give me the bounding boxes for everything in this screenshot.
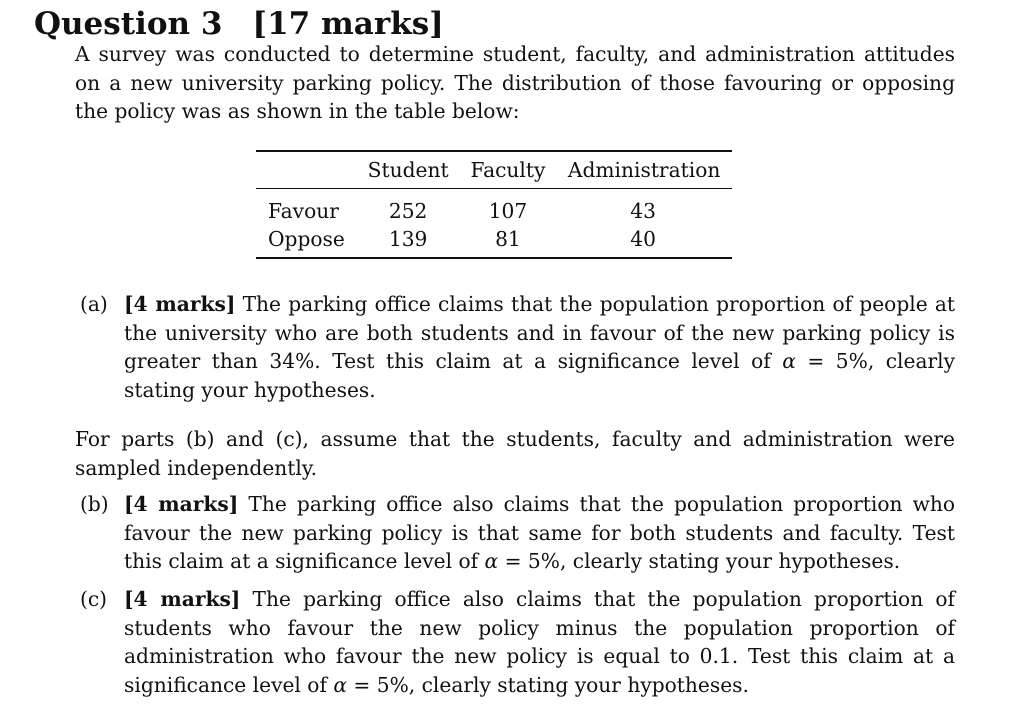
part-a-text-after: = 5%, clearly stating your hypotheses. <box>124 349 955 402</box>
table-row <box>256 225 732 258</box>
part-b-text-before: The parking office also claims that the population proportion who favour the new parking policy is that same for both students and faculty. Test this claim at a significance level of <box>124 492 956 573</box>
part-c-marks: [4 marks] <box>124 587 241 611</box>
cell-favour-faculty: 107 <box>488 199 528 223</box>
part-b-label: (b) <box>80 492 109 516</box>
part-a-alpha: α <box>782 349 796 373</box>
part-a-label: (a) <box>80 292 108 316</box>
cell-favour-administration: 43 <box>630 199 656 223</box>
part-c-text-after: = 5%, clearly stating your hypotheses. <box>347 672 749 697</box>
question-marks: [17 marks] <box>252 6 444 42</box>
part-b-body <box>124 490 955 576</box>
part-b-text-after: = 5%, clearly stating your hypotheses. <box>498 549 901 573</box>
column-header-administration: Administration <box>556 151 732 189</box>
intro-paragraph: A survey was conducted to determine student, faculty, and administration attitudes on a new university parking policy. The distribution of those favouring or opposing the policy was as shown in the table below: <box>75 42 955 123</box>
part-a-marks: [4 marks] <box>124 292 236 316</box>
part-a-text-before: The parking office claims that the population proportion of people at the university who are both students and in favour of the new parking policy is greater than 34%. Test this claim at a significance level of <box>124 292 955 373</box>
part-c-label: (c) <box>80 587 108 611</box>
table-corner-cell <box>256 151 357 189</box>
row-label-favour: Favour <box>268 199 339 223</box>
part-b-alpha: α <box>484 549 499 573</box>
row-label-oppose: Oppose <box>256 225 357 258</box>
part-c-alpha: α <box>333 672 347 697</box>
part-b-marks: [4 marks] <box>124 492 239 516</box>
question-heading <box>34 4 444 44</box>
cell-favour-student: 252 <box>388 199 428 223</box>
cell-oppose-faculty: 81 <box>460 225 557 258</box>
column-header-student: Student <box>357 151 460 189</box>
part-a-body <box>124 290 955 404</box>
column-header-faculty: Faculty <box>460 151 557 189</box>
survey-table <box>256 150 732 259</box>
table-row <box>256 189 732 226</box>
part-c-text-before: The parking office also claims that the population proportion of students who favour the new policy minus the population proportion of administration who favour the new policy is equal to 0.1. Test this claim at a significance level of <box>124 587 955 697</box>
table-header-row <box>256 151 732 189</box>
part-c-body <box>124 585 955 699</box>
cell-oppose-student: 139 <box>357 225 460 258</box>
question-title: Question 3 <box>34 6 223 42</box>
cell-oppose-administration: 40 <box>556 225 732 258</box>
independence-note: For parts (b) and (c), assume that the students, faculty and administration were sampled independently. <box>75 427 955 480</box>
